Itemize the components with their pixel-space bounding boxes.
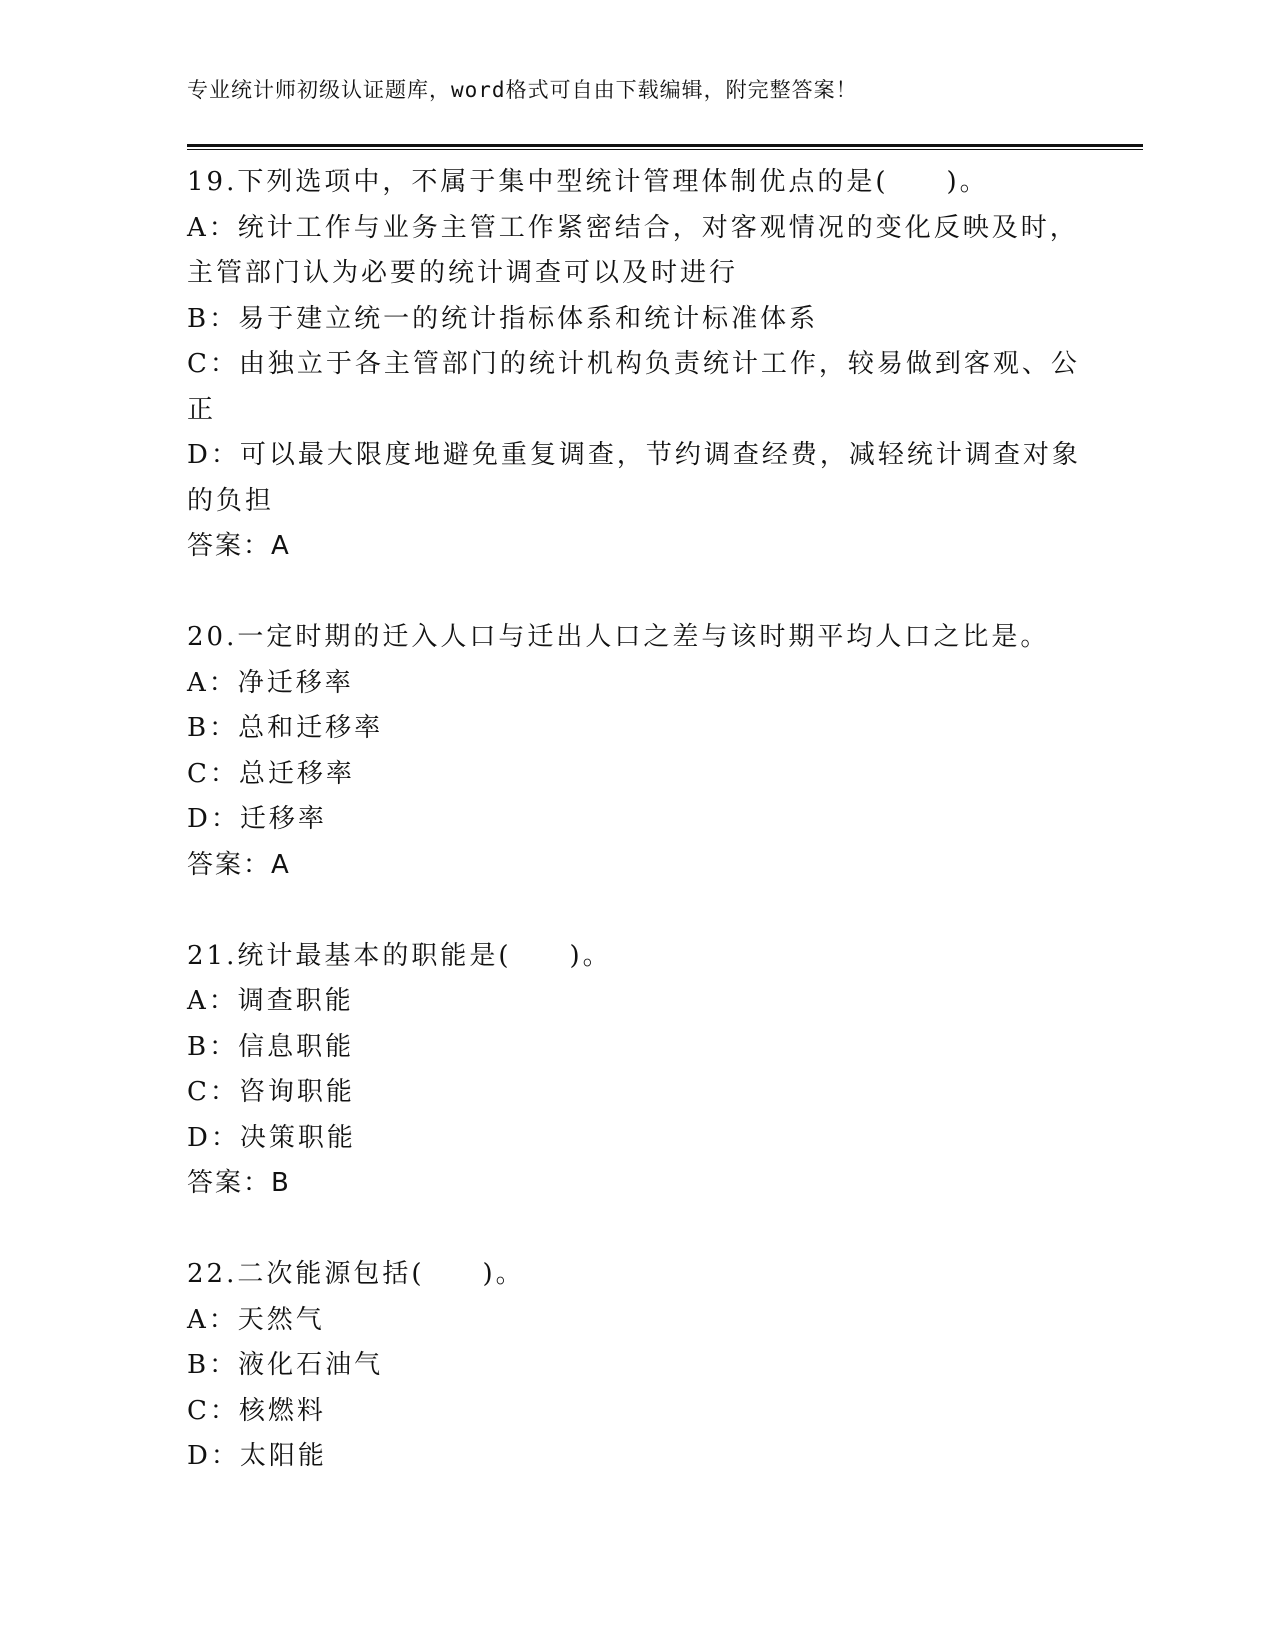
option-b: B：易于建立统一的统计指标体系和统计标准体系 xyxy=(187,303,819,334)
question-stem: 22.二次能源包括( )。 xyxy=(187,1259,525,1289)
page-header: 专业统计师初级认证题库，word格式可自由下载编辑，附完整答案！ xyxy=(187,78,858,102)
question-20 xyxy=(187,615,1087,888)
option-c-line-1: C：由独立于各主管部门的统计机构负责统计工作，较易做到客观、公 xyxy=(187,349,1080,379)
option-b: B：总和迁移率 xyxy=(187,713,384,743)
option-c: C：总迁移率 xyxy=(187,758,355,789)
option-d-line-1: D：可以最大限度地避免重复调查，节约调查经费，减轻统计调查对象 xyxy=(187,440,1081,470)
header-rule-thick xyxy=(187,144,1143,147)
question-stem: 21.统计最基本的职能是( )。 xyxy=(187,940,612,971)
option-b: B：信息职能 xyxy=(187,1031,355,1062)
question-stem: 20.一定时期的迁入人口与迁出人口之差与该时期平均人口之比是。 xyxy=(187,622,1050,652)
option-c: C：咨询职能 xyxy=(187,1077,355,1107)
option-c-line-2: 正 xyxy=(187,394,217,425)
answer-label: 答案：A xyxy=(187,531,291,561)
option-b: B：液化石油气 xyxy=(187,1350,384,1380)
question-stem: 19.下列选项中，不属于集中型统计管理体制优点的是( )。 xyxy=(187,167,989,197)
option-a: A：天然气 xyxy=(187,1304,325,1335)
option-a-line-2: 主管部门认为必要的统计调查可以及时进行 xyxy=(187,258,739,288)
question-19 xyxy=(187,160,1087,570)
option-d: D：决策职能 xyxy=(187,1122,356,1153)
option-a-line-1: A：统计工作与业务主管工作紧密结合，对客观情况的变化反映及时， xyxy=(187,212,1079,243)
question-21 xyxy=(187,934,1087,1207)
answer-label: 答案：A xyxy=(187,849,291,880)
answer-label: 答案：B xyxy=(187,1168,291,1198)
option-d: D：太阳能 xyxy=(187,1441,327,1471)
option-a: A：净迁移率 xyxy=(187,667,354,698)
option-d-line-2: 的负担 xyxy=(187,485,275,516)
option-d: D：迁移率 xyxy=(187,804,327,834)
option-c: C：核燃料 xyxy=(187,1395,326,1426)
header-rule-thin xyxy=(187,149,1143,150)
question-list xyxy=(187,160,1087,1480)
option-a: A：调查职能 xyxy=(187,986,354,1016)
question-22 xyxy=(187,1252,1087,1480)
